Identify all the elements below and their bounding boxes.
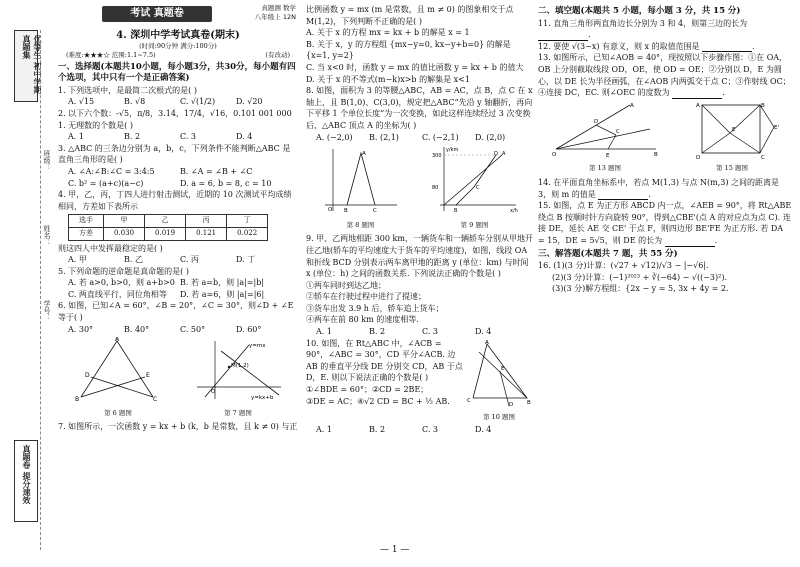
id-label: 学号： bbox=[43, 300, 51, 321]
table-cell: 方差 bbox=[69, 227, 104, 240]
fig8-origin: O bbox=[327, 207, 332, 214]
q3-options-cd bbox=[58, 178, 298, 190]
q9-option-d: D. 4 bbox=[475, 327, 492, 337]
figure-7-drawing bbox=[193, 337, 283, 403]
table-cell: 甲 bbox=[104, 215, 145, 228]
q9-statement-4: ④两车在前 80 km 的速度相等. bbox=[306, 315, 419, 325]
page-number: — 1 — bbox=[380, 545, 410, 555]
q11: 11. 直角三角形两直角边长分别为 3 和 4，则第三边的长为 . bbox=[538, 18, 748, 40]
fig7-point-m: M(1,2) bbox=[231, 363, 249, 370]
q10-stem: 10. 如图，在 Rt△ABC 中，∠ACB = 90°，∠ABC = 30°，CD 平分∠ACB. 边 AB 的垂直平分线 DE 分别交 CD，AB 于点 D，E. 则以下说法正确的个数是( ) bbox=[306, 338, 463, 383]
q6-option-c: C. 50° bbox=[180, 324, 206, 334]
q14-blank[interactable] bbox=[598, 191, 648, 200]
figures-8-9 bbox=[306, 145, 534, 231]
q4-stem: 4. 甲，乙，丙，丁四人进行射击测试，近期的 10 次测试平均成绩相同，方差如下表所示 bbox=[58, 190, 292, 211]
fig9-y-300: 300 bbox=[431, 153, 442, 160]
q16-part2: (2)(3 分)计算：(−1)²⁰²³ + ∛(−64) − √((−3)²). bbox=[552, 272, 727, 282]
q10-text bbox=[306, 338, 464, 424]
q9-options bbox=[306, 326, 534, 338]
figure-8-caption: 第 8 题图 bbox=[346, 220, 375, 229]
q6-option-d: D. 60° bbox=[236, 324, 262, 334]
q1-stem: 1. 下列选项中，是最简二次根式的是( ) bbox=[58, 85, 197, 95]
q6-stem: 6. 如图，已知∠A = 60°，∠B = 20°，∠C = 30°，则∠D + ∠E 等于( ) bbox=[58, 301, 294, 323]
q11-blank[interactable] bbox=[538, 32, 588, 41]
bottom-badge-text: 真题卷 提分速效 bbox=[22, 445, 31, 504]
q3-option-a: A. ∠A:∠B:∠C = 3:4:5 bbox=[68, 166, 155, 176]
q10-statement-1: ①∠BDE = 60°；②CD = 2BE； bbox=[306, 385, 429, 395]
q1-option-d: D. √20 bbox=[236, 97, 263, 107]
q7-option-b: B. 关于 x，y 的方程组 {mx−y=0, kx−y+b=0} 的解是 {x=1, y=2} bbox=[306, 39, 511, 61]
q3-option-c: C. b² = (a+c)(a−c) bbox=[68, 178, 144, 188]
q15-blank[interactable] bbox=[665, 238, 715, 247]
figure-13-drawing bbox=[550, 101, 660, 159]
name-label: 姓名： bbox=[43, 225, 51, 246]
q3-options-ab bbox=[58, 166, 298, 178]
q4-option-c: C. 丙 bbox=[180, 255, 199, 265]
fig7-line-kx: y=kx+b bbox=[251, 395, 274, 402]
q10-options bbox=[306, 424, 534, 436]
column-3 bbox=[538, 4, 792, 295]
q5-options-cd bbox=[58, 289, 298, 301]
q15: 15. 如图，点 E 为正方形 ABCD 内一点，∠AEB = 90°，将 Rt△ABE 绕点 B 按顺时针方向旋转 90°，得到△CBE'(点 A 的对应点为点 C). 连接 DE，延长 AE 交 CE' 于点 F，则四边形 BE'FE 为正方形. 若 DA = 15，DE = 5√5，则 DE 的长为 . bbox=[538, 201, 792, 245]
fig9-point-c: C bbox=[475, 185, 479, 192]
bottom-badge bbox=[14, 440, 38, 522]
column-1 bbox=[58, 4, 298, 433]
q1-option-a: A. √15 bbox=[68, 97, 95, 107]
q3-stem: 3. △ABC 的三条边分别为 a，b，c，下列条件不能判断△ABC 是直角三角形的是( ) bbox=[58, 143, 291, 165]
q8-option-c: C. (−2,1) bbox=[422, 132, 459, 142]
figure-10-drawing bbox=[465, 338, 533, 408]
q5-option-c: C. 两直线平行，同位角相等 bbox=[68, 289, 167, 299]
fig10-point-a: A bbox=[485, 339, 489, 346]
fig15-point-e-prime: E' bbox=[774, 124, 779, 131]
q2-option-b: B. 2 bbox=[124, 132, 141, 142]
paper-info-2-right: (有改动) bbox=[265, 50, 290, 59]
figure-13 bbox=[550, 101, 660, 175]
q6-options bbox=[58, 324, 298, 336]
table-header-row bbox=[69, 215, 268, 228]
fig13-point-c: C bbox=[616, 128, 620, 135]
header-right-line2: 八年级上 12N bbox=[254, 13, 296, 21]
fig6-point-b: B bbox=[75, 396, 80, 404]
section1-title: 一、选择题(本题共10小题，每小题3分，共30分，每小题有四个选项，其中只有一个是正确答案) bbox=[58, 61, 296, 84]
fig7-origin: O bbox=[211, 389, 216, 396]
q14: 14. 在平面直角坐标系中，若点 M(1,3) 与点 N(m,3) 之间的距离是 3，则 m 的值是 . bbox=[538, 177, 780, 199]
top-badge bbox=[14, 30, 42, 102]
fig8-point-a: A bbox=[361, 151, 366, 158]
header-right bbox=[255, 4, 296, 22]
q10-statement-2: ③DE = AC；④√2 CD = BC + ½ AB. bbox=[306, 396, 450, 406]
fig15-point-d: D bbox=[696, 154, 701, 159]
fig15-point-e: E bbox=[732, 126, 736, 133]
q9-option-c: C. 3 bbox=[422, 327, 439, 337]
q2-option-c: C. 3 bbox=[180, 132, 197, 142]
fig6-point-c: C bbox=[153, 396, 158, 404]
q2-stem: 2. 以下六个数：-√5，π/8，3.14，17/4，√16，0.101 001 000 1. 无理数的个数是( ) bbox=[58, 108, 292, 130]
q11-text: 11. 直角三角形两直角边长分别为 3 和 4，则第三边的长为 bbox=[538, 18, 748, 28]
figure-9 bbox=[430, 145, 520, 231]
q13: 13. 如图所示，已知∠AOB = 40°，现按照以下步骤作图：①在 OA，OB 上分别截取线段 OD，OE，使 OD = OE；②分别以 D，E 为圆心，以 DE 长为半径画弧，在∠AOB 内两弧交于点 C；③作射线 OC；④连接 DC，EC. 则∠OEC 的度数为 . bbox=[538, 53, 791, 98]
q2-option-a: A. 1 bbox=[68, 132, 84, 142]
header-right-line1: 真题测 数学 bbox=[261, 4, 296, 12]
q7-option-c: C. 当 x<0 时，函数 y = mx 的值比函数 y = kx + b 的值大 bbox=[306, 62, 524, 72]
figure-15-drawing bbox=[684, 101, 780, 159]
table-cell: 丙 bbox=[186, 215, 227, 228]
figure-13-caption: 第 13 题图 bbox=[589, 164, 621, 173]
fig15-point-c: C bbox=[761, 154, 765, 159]
fig10-point-c: C bbox=[467, 397, 471, 404]
fig8-point-b: B bbox=[343, 208, 348, 215]
top-badge-text: 优等生 初中学期真题集 bbox=[22, 35, 42, 94]
figure-9-drawing bbox=[430, 145, 520, 215]
q8-stem: 8. 如图，面积为 3 的等腰△ABC，AB = AC，点 B，点 C 在 x 轴上，且 B(1,0)、C(3,0)，规定把△ABC“先沿 y 轴翻折，再向下平移 1 个单位长度”为一次变换，如此这样连续经过 3 次变换后，△ABC 顶点 A 的坐标为( ) bbox=[306, 86, 533, 130]
variance-table bbox=[68, 214, 268, 240]
q5-option-b: B. 若 a=b，则 |a|=|b| bbox=[180, 278, 265, 288]
q5-stem: 5. 下列命题的逆命题是真命题的是( ) bbox=[58, 266, 189, 276]
q8-option-d: D. (2,0) bbox=[475, 132, 506, 142]
q9-option-b: B. 2 bbox=[369, 327, 386, 337]
paper-info-1: (时间:90分钟 满分:100分) bbox=[139, 41, 217, 50]
q8-option-a: A. (−2,0) bbox=[316, 132, 353, 142]
fig15-point-b: B bbox=[761, 102, 765, 109]
figure-15 bbox=[684, 101, 780, 175]
figure-15-caption: 第 15 题图 bbox=[716, 164, 748, 173]
figure-8-drawing bbox=[321, 145, 401, 215]
q5-options-ab bbox=[58, 277, 298, 289]
table-cell: 丁 bbox=[227, 215, 268, 228]
fig13-point-d: D bbox=[594, 118, 599, 125]
column-2 bbox=[306, 4, 534, 435]
fig13-point-e: E bbox=[606, 152, 610, 159]
q6-option-b: B. 40° bbox=[124, 324, 150, 334]
class-label: 班级： bbox=[43, 150, 51, 171]
fig6-point-a: A bbox=[115, 337, 120, 344]
q7-stem-cont: 比例函数 y = mx (m 是常数，且 m ≠ 0) 的图象相交于点 M(1,2)，下列判断不正确的是( ) bbox=[306, 5, 514, 26]
q12-text: 12. 要使 √(3−x) 有意义，则 x 的取值范围是 bbox=[538, 41, 700, 51]
q4-stem-2: 则这四人中发挥最稳定的是( ) bbox=[58, 243, 163, 253]
q4-option-a: A. 甲 bbox=[68, 255, 87, 265]
q9-option-a: A. 1 bbox=[316, 327, 332, 337]
figure-9-caption: 第 9 题图 bbox=[460, 220, 489, 229]
q13-text: 13. 如图所示，已知∠AOB = 40°，现按照以下步骤作图：①在 OA，OB 上分别截取线段 OD，OE，使 OD = OE；②分别以 D，E 为圆心，以 DE 长为半径画弧，在∠AOB 内两弧交于点 C；③作射线 OC；④连接 DC，EC. 则∠OEC 的度数为 bbox=[538, 53, 791, 98]
figures-13-15 bbox=[538, 101, 792, 175]
q3-option-d: D. a = 6, b = 8, c = 10 bbox=[180, 178, 272, 188]
q9-stem: 9. 甲、乙两地相距 300 km，一辆货车和一辆轿车分别从甲地开往乙地(轿车的平均速度大于货车的平均速度)，如图，线段 OA 和折线 BCD 分别表示两车离甲地的距离 y (单位：km) 与时间 x (单位：h) 之间的函数关系. 下列说法正确的个数是( ) bbox=[306, 234, 533, 279]
figure-7-caption: 第 7 题图 bbox=[224, 408, 252, 417]
header-band bbox=[58, 4, 298, 26]
q10-option-b: B. 2 bbox=[369, 424, 386, 434]
q5-option-d: D. 若 a=6，则 |a|=|6| bbox=[180, 289, 265, 299]
q9-statement-3: ③货车出发 3.9 h 后，轿车追上货车； bbox=[306, 303, 444, 313]
table-cell: 0.121 bbox=[186, 227, 227, 240]
q6-option-a: A. 30° bbox=[68, 324, 94, 334]
table-cell: 选手 bbox=[69, 215, 104, 228]
fig9-point-d: D bbox=[493, 151, 498, 158]
q7-stem: 7. 如图所示，一次函数 y = kx + b (k，b 是常数，且 k ≠ 0) 与正 bbox=[58, 422, 298, 432]
section2-title: 二、填空题(本题共 5 小题，每小题 3 分，共 15 分) bbox=[538, 6, 741, 16]
fig10-point-d: D bbox=[509, 401, 514, 408]
figure-6 bbox=[73, 337, 163, 419]
fig6-point-d: D bbox=[85, 372, 90, 380]
q1-option-b: B. √8 bbox=[124, 97, 146, 107]
q3-option-b: B. ∠A = ∠B + ∠C bbox=[180, 166, 253, 176]
paper-title: 4. 深圳中学考试真卷(期末) bbox=[116, 30, 240, 41]
q1-option-c: C. √(1/2) bbox=[180, 97, 216, 107]
fig9-x-label: x/h bbox=[509, 208, 518, 215]
q9-statement-2: ②轿车在行驶过程中进行了提速； bbox=[306, 292, 426, 302]
q16-part1: 16. (1)(3 分)计算：(√27 + √12)/√3 − |−√6|. bbox=[538, 261, 709, 271]
cut-line bbox=[40, 30, 41, 550]
q4-option-d: D. 丁 bbox=[236, 255, 256, 265]
figure-10 bbox=[464, 338, 534, 424]
q10-option-a: A. 1 bbox=[316, 424, 332, 434]
q9-statement-1: ①两车同时到达乙地； bbox=[306, 280, 386, 290]
fig9-y-80: 80 bbox=[431, 185, 438, 192]
q2-option-d: D. 4 bbox=[236, 132, 253, 142]
table-cell: 乙 bbox=[145, 215, 186, 228]
fig9-y-label: y/km bbox=[445, 147, 458, 154]
paper-info-2: (难度:★★★☆ 范围:1.1~7.5) bbox=[66, 50, 156, 59]
figure-10-caption: 第 10 题图 bbox=[483, 413, 515, 422]
fig9-point-b: B bbox=[453, 208, 457, 215]
table-cell: 0.022 bbox=[227, 227, 268, 240]
section3-title: 三、解答题(本题共 7 题，共 55 分) bbox=[538, 248, 678, 259]
fig8-point-c: C bbox=[372, 208, 377, 215]
q10-option-d: D. 4 bbox=[475, 424, 492, 434]
figures-6-7 bbox=[58, 337, 298, 419]
q7-option-d: D. 关于 x 的不等式(m−k)x>b 的解集是 x<1 bbox=[306, 74, 470, 84]
fig10-point-b: B bbox=[527, 399, 531, 406]
paper-info-row bbox=[58, 51, 298, 60]
q10-option-c: C. 3 bbox=[422, 424, 439, 434]
table-cell: 0.019 bbox=[145, 227, 186, 240]
fig6-point-e: E bbox=[146, 372, 150, 380]
q13-blank[interactable] bbox=[672, 90, 722, 99]
q1-options bbox=[58, 96, 298, 108]
fig10-point-e: E bbox=[501, 365, 505, 372]
binding-margin bbox=[0, 0, 54, 567]
q8-option-b: B. (2,1) bbox=[369, 132, 399, 142]
fig15-point-a: A bbox=[696, 102, 700, 109]
figure-6-caption: 第 6 题图 bbox=[104, 408, 132, 417]
q4-options bbox=[58, 254, 298, 266]
q12-blank[interactable] bbox=[702, 43, 752, 52]
table-row bbox=[69, 227, 268, 240]
q7-option-a: A. 关于 x 的方程 mx = kx + b 的解是 x = 1 bbox=[306, 28, 470, 38]
q4-option-b: B. 乙 bbox=[124, 255, 143, 265]
figure-7 bbox=[193, 337, 283, 419]
q15-text: 15. 如图，点 E 为正方形 ABCD 内一点，∠AEB = 90°，将 Rt△ABE 绕点 B 按顺时针方向旋转 90°，得到△CBE'(点 A 的对应点为点 C). 连接 DE，延长 AE 交 CE' 于点 F，则四边形 BE'FE 为正方形. 若 DA = 15，DE = 5√5，则 DE 的长为 bbox=[538, 201, 792, 245]
q10-block bbox=[306, 338, 534, 424]
figure-6-drawing bbox=[73, 337, 163, 403]
table-cell: 0.030 bbox=[104, 227, 145, 240]
q8-options bbox=[306, 132, 534, 144]
q12: 12. 要使 √(3−x) 有意义，则 x 的取值范围是 . bbox=[538, 41, 755, 51]
fig7-line-mx: y=mx bbox=[249, 343, 266, 350]
fig13-point-b: B bbox=[654, 151, 658, 158]
fig13-point-a: A bbox=[630, 102, 634, 109]
figure-8 bbox=[321, 145, 401, 231]
q14-text: 14. 在平面直角坐标系中，若点 M(1,3) 与点 N(m,3) 之间的距离是 3，则 m 的值是 bbox=[538, 177, 780, 199]
q16-part3: (3)(3 分)解方程组：{2x − y = 5, 3x + 4y = 2. bbox=[552, 284, 729, 294]
fig9-point-a: A bbox=[501, 151, 505, 158]
q5-option-a: A. 若 a>0, b>0，则 a+b>0 bbox=[68, 278, 175, 288]
q2-options bbox=[58, 131, 298, 143]
header-ribbon: 考试 真题卷 bbox=[102, 6, 212, 22]
fig13-point-o: O bbox=[552, 151, 557, 158]
